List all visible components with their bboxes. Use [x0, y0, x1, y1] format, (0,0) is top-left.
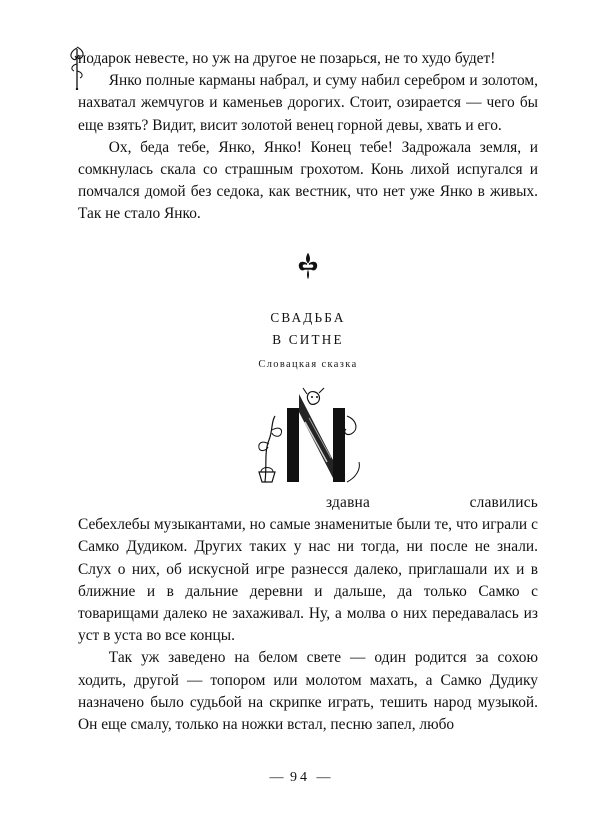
folio-dash-right: —	[316, 770, 331, 785]
previous-story-text	[78, 48, 538, 225]
paragraph: Янко полные карманы набрал, и суму набил серебром и золотом, нахватал жемчугов и каменьев дорогих. Стоит, озирается — чего бы еще взять? Видит, висит золотой венец горной девы, хвать и его.	[78, 72, 538, 134]
paragraph: Так уж заведено на белом свете — один родится за сохою ходить, другой — топором или молотом махать, а Самко Дудику назначено было судьбой на скрипке играть, тешить народ музыкой. Он еще смалу, только на ножки встал, песню запел, любо	[78, 649, 538, 733]
folio-number: 94	[290, 770, 310, 785]
story-heading	[78, 307, 538, 370]
story-title-line-1: СВАДЬБА	[270, 310, 346, 326]
paragraph: подарок невесте, но уж на другое не позарься, не то худо будет!	[78, 50, 496, 67]
fleur-de-lis-ornament	[78, 251, 538, 285]
folio-dash-left: —	[269, 770, 284, 785]
story-text	[78, 492, 538, 736]
story-title-line-2: В СИТНЕ	[272, 331, 344, 347]
illuminated-initial-ornament	[247, 386, 369, 490]
story-subtitle: Словацкая сказка	[258, 359, 358, 371]
page-number	[0, 770, 600, 786]
paragraph: Себехлебы музыкантами, но самые знаменитые были те, что играли с Самко Дудиком. Других таких у нас ни тогда, ни после не знали. Слух о них, об искусной игре разнесся далеко, приглашали их и в ближние и в дальние деревни и дальше, да только Самко с товарищами далеко не захаживал. Ну, а молва о них передавалась из уст в уста во все концы.	[78, 516, 538, 645]
vine-flourish-ornament	[64, 44, 90, 90]
story-lead-line: здавна славились	[326, 494, 538, 512]
paragraph: Ох, беда тебе, Янко, Янко! Конец тебе! Задрожала земля, и сомкнулась скала со страшным грохотом. Конь лихой испугался и помчался домой без седока, как вестник, что нет уже Янко в живых. Так не стало Янко.	[78, 138, 538, 223]
